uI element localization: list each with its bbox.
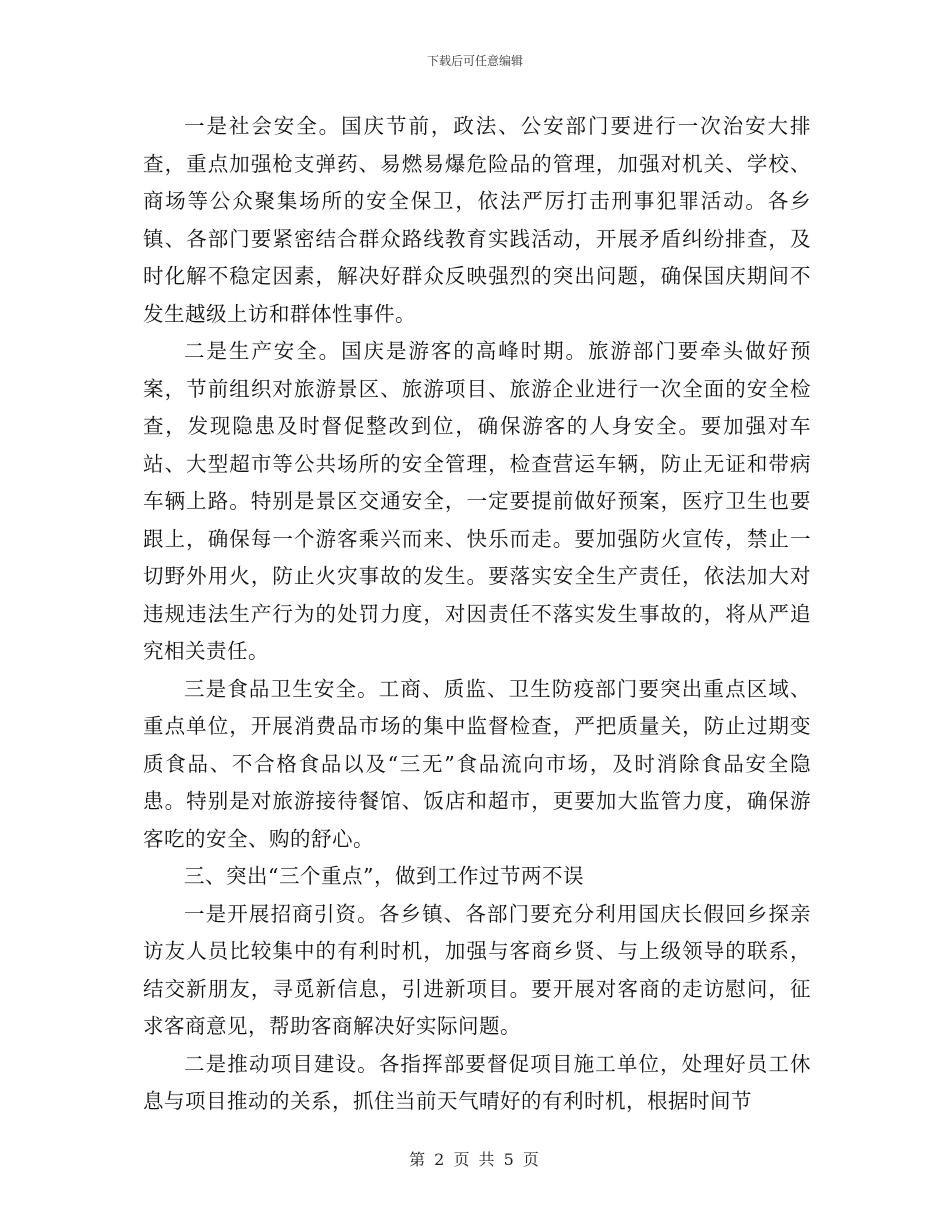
header-note: 下载后可任意编辑 <box>426 54 523 68</box>
paragraph-production-safety: 二是生产安全。国庆是游客的高峰时期。旅游部门要牵头做好预案，节前组织对旅游景区、旅游项目、旅游企业进行一次全面的安全检查，发现隐患及时督促整改到位，确保游客的人身安全。要加强对车站、大型超市等公共场所的安全管理，检查营运车辆，防止无证和带病车辆上路。特别是景区交通安全，一定要提前做好预案，医疗卫生也要跟上，确保每一个游客乘兴而来、快乐而走。要加强防火宣传，禁止一切野外用火，防止火灾事故的发生。要落实安全生产责任，依法加大对违规违法生产行为的处罚力度，对因责任不落实发生事故的，将从严追究相关责任。 <box>143 339 811 663</box>
section-heading-three-priorities: 三、突出“三个重点”，做到工作过节两不误 <box>184 864 584 888</box>
paragraph-food-safety: 三是食品卫生安全。工商、质监、卫生防疫部门要突出重点区域、重点单位，开展消费品市场的集中监督检查，严把质量关，防止过期变质食品、不合格食品以及“三无”食品流向市场，及时消除食品安全隐患。特别是对旅游接待餐馆、饭店和超市，更要加大监管力度，确保游客吃的安全、购的舒心。 <box>143 676 811 851</box>
paragraph-investment-attraction: 一是开展招商引资。各乡镇、各部门要充分利用国庆长假回乡探亲访友人员比较集中的有利时机，加强与客商乡贤、与上级领导的联系，结交新朋友，寻觅新信息，引进新项目。要开展对客商的走访慰问，征求客商意见，帮助客商解决好实际问题。 <box>143 901 811 1038</box>
page-number-footer: 第 2 页 共 5 页 <box>409 1150 541 1169</box>
paragraph-project-construction: 二是推动项目建设。各指挥部要督促项目施工单位，处理好员工休息与项目推动的关系，抓住当前天气晴好的有利时机，根据时间节 <box>143 1051 811 1113</box>
document-body <box>143 108 811 1121</box>
paragraph-social-safety: 一是社会安全。国庆节前，政法、公安部门要进行一次治安大排查，重点加强枪支弹药、易燃易爆危险品的管理，加强对机关、学校、商场等公众聚集场所的安全保卫，依法严厉打击刑事犯罪活动。各乡镇、各部门要紧密结合群众路线教育实践活动，开展矛盾纠纷排查，及时化解不稳定因素，解决好群众反映强烈的突出问题，确保国庆期间不发生越级上访和群体性事件。 <box>143 114 811 326</box>
